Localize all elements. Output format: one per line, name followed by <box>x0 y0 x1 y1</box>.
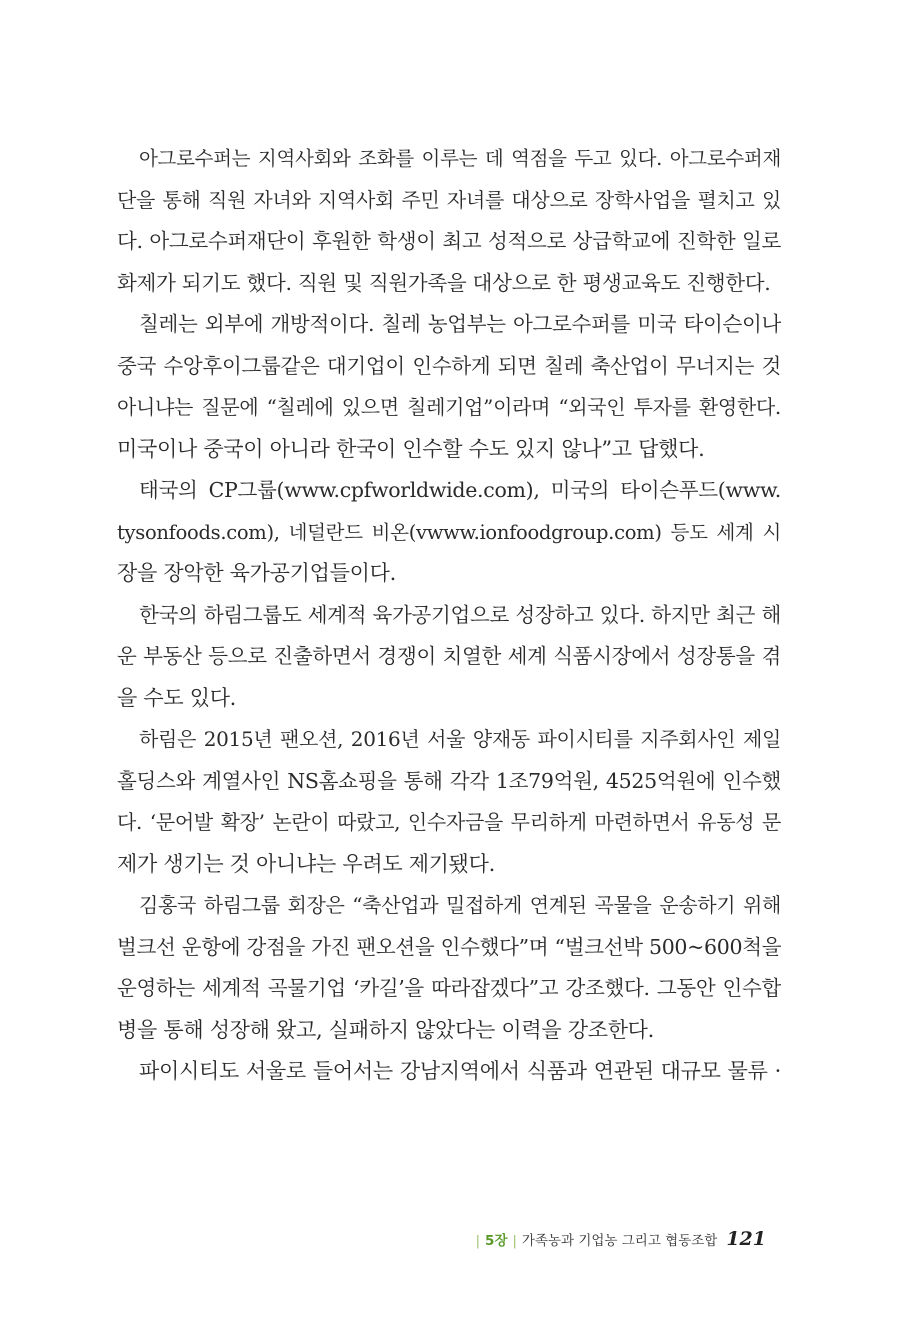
text-line: tysonfoods.com), 네덜란드 비온(vwww.ionfoodgroup.com) 등도 세계 시 <box>117 520 781 544</box>
text-line: 칠레는 외부에 개방적이다. 칠레 농업부는 아그로수퍼를 미국 타이슨이나 <box>139 312 781 336</box>
text-line: 파이시티도 서울로 들어서는 강남지역에서 식품과 연관된 대규모 물류 · <box>139 1059 781 1083</box>
footer-divider: | <box>475 1234 481 1249</box>
text-line: 단을 통해 직원 자녀와 지역사회 주민 자녀를 대상으로 장학사업을 펼치고 있 <box>117 187 781 212</box>
text-line: 장을 장악한 육가공기업들이다. <box>117 561 396 585</box>
text-line: 하림은 2015년 팬오션, 2016년 서울 양재동 파이시티를 지주회사인 제일 <box>139 727 781 751</box>
text-line: 중국 수앙후이그룹같은 대기업이 인수하게 되면 칠레 축산업이 무너지는 것 <box>117 353 781 378</box>
text-line: 벌크선 운항에 강점을 가진 팬오션을 인수했다”며 “벌크선박 500~600척을 <box>117 934 781 959</box>
text-line: 화제가 되기도 했다. 직원 및 직원가족을 대상으로 한 평생교육도 진행한다. <box>117 270 771 295</box>
footer-divider: | <box>512 1234 517 1249</box>
text-line: 한국의 하림그룹도 세계적 육가공기업으로 성장하고 있다. 하지만 최근 해 <box>139 602 781 627</box>
text-line: 을 수도 있다. <box>117 685 237 710</box>
chapter-label: 5장 <box>485 1233 508 1249</box>
text-line: 태국의 CP그룹(www.cpfworldwide.com), 미국의 타이슨푸드(www. <box>139 478 781 502</box>
text-line: 제가 생기는 것 아니냐는 우려도 제기됐다. <box>117 851 496 876</box>
text-line: 병을 통해 성장해 왔고, 실패하지 않았다는 이력을 강조한다. <box>117 1017 655 1042</box>
text-line: 홀딩스와 계열사인 NS홈쇼핑을 통해 각각 1조79억원, 4525억원에 인수했 <box>117 768 781 793</box>
text-line: 아그로수퍼는 지역사회와 조화를 이루는 데 역점을 두고 있다. 아그로수퍼재 <box>139 147 781 170</box>
body-text <box>117 138 781 1093</box>
page-footer <box>471 1228 766 1258</box>
text-line: 운 부동산 등으로 진출하면서 경쟁이 치열한 세계 식품시장에서 성장통을 겪 <box>117 644 781 668</box>
text-line: 미국이나 중국이 아니라 한국이 인수할 수도 있지 않나”고 답했다. <box>117 436 705 461</box>
text-line: 운영하는 세계적 곡물기업 ‘카길’을 따라잡겠다”고 강조했다. 그동안 인수합 <box>117 976 781 1000</box>
text-line: 아니냐는 질문에 “칠레에 있으면 칠레기업”이라며 “외국인 투자를 환영한다. <box>117 395 781 419</box>
text-line: 다. ‘문어발 확장’ 논란이 따랐고, 인수자금을 무리하게 마련하면서 유동성 문 <box>117 810 781 834</box>
page-number: 121 <box>726 1228 766 1250</box>
chapter-title: 가족농과 기업농 그리고 협동조합 <box>521 1233 718 1249</box>
text-line: 김홍국 하림그룹 회장은 “축산업과 밀접하게 연계된 곡물을 운송하기 위해 <box>139 893 781 917</box>
text-line: 다. 아그로수퍼재단이 후원한 학생이 최고 성적으로 상급학교에 진학한 일로 <box>117 229 781 253</box>
